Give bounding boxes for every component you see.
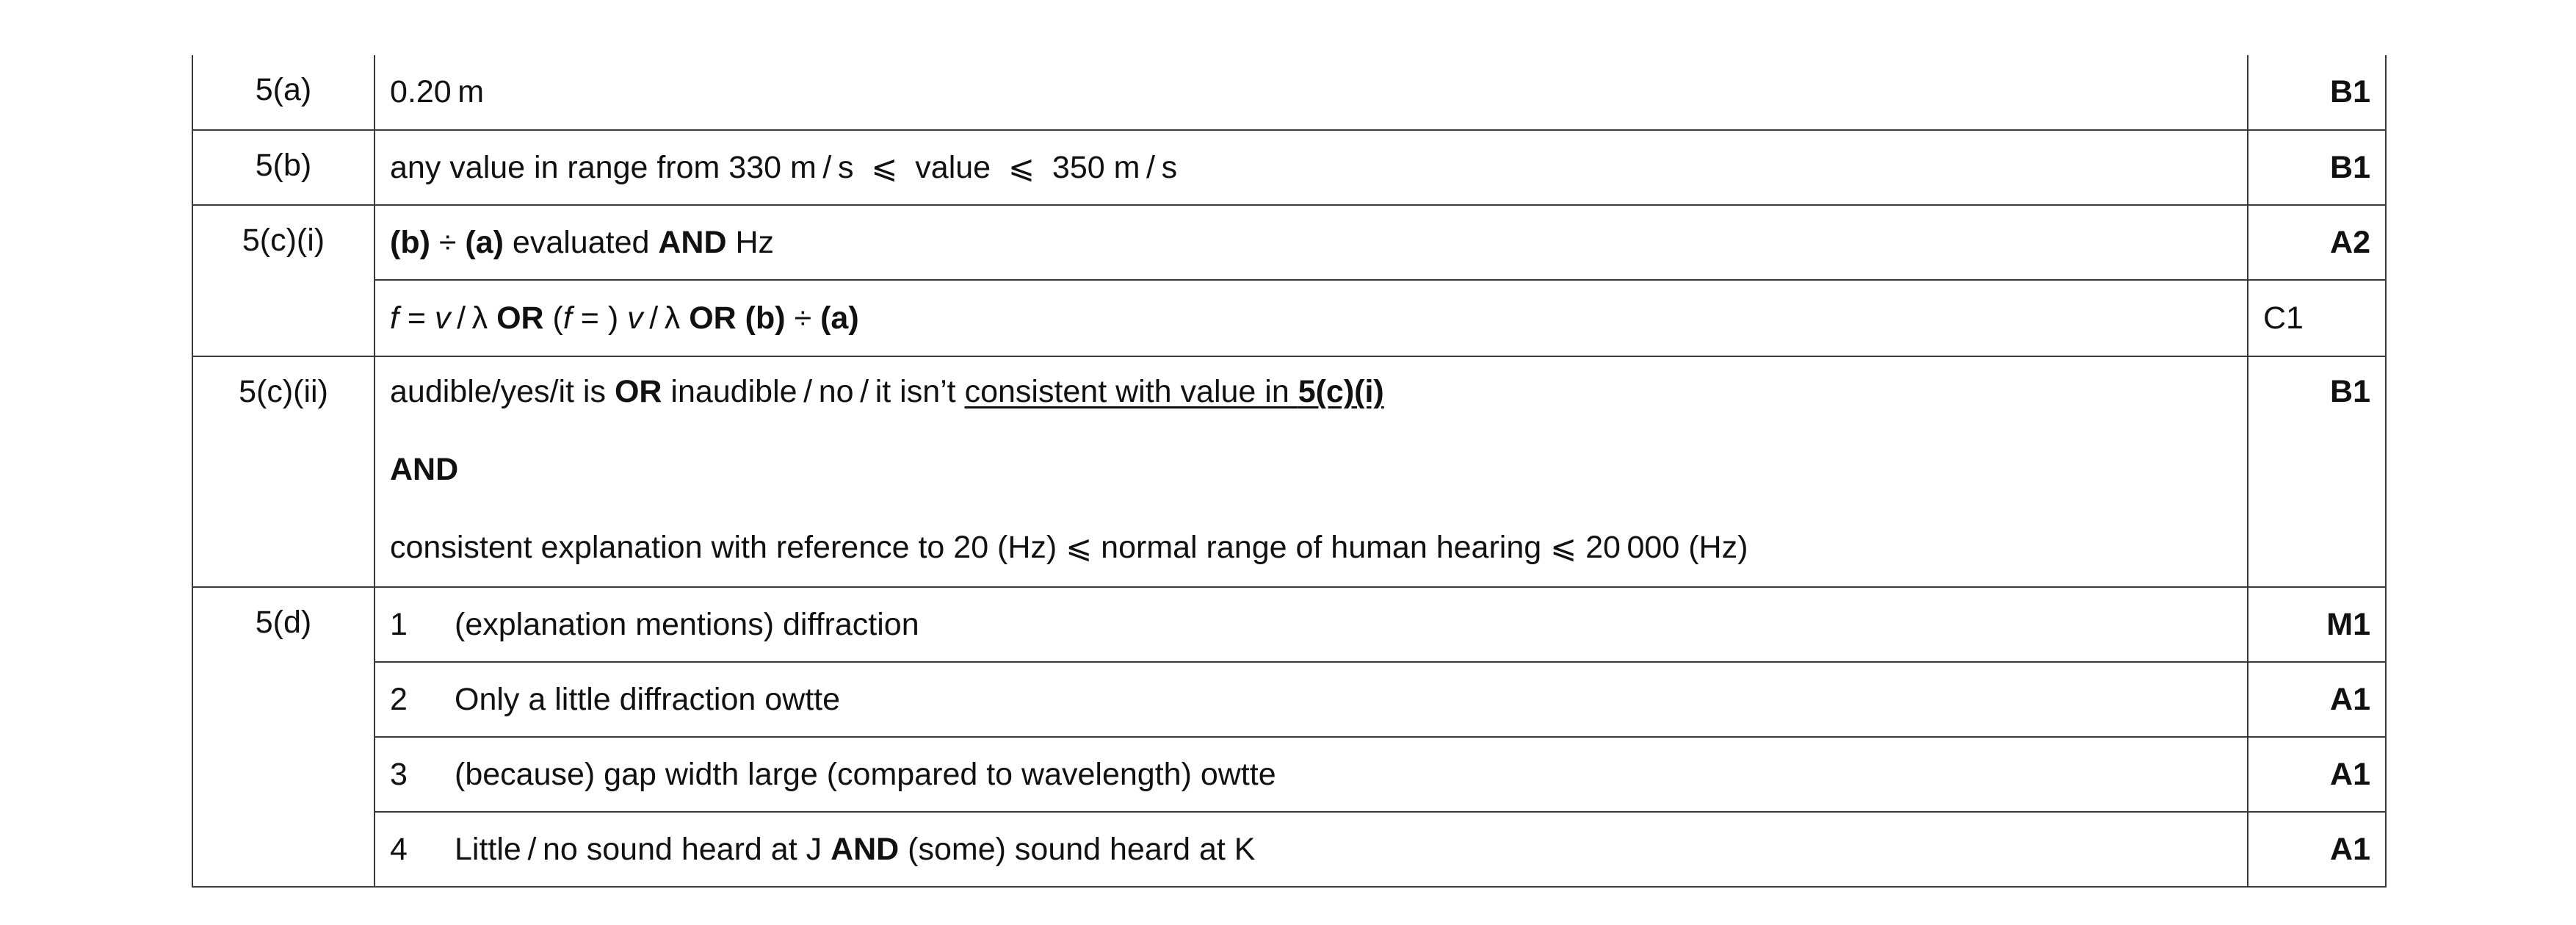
symbol-f: f	[562, 300, 572, 336]
divide-sign: ÷	[430, 224, 466, 260]
table-row	[192, 55, 2386, 130]
answer-lead: audible/yes/it is	[390, 374, 615, 409]
question-number: 5(c)(ii)	[192, 356, 375, 587]
answer-ref-a: (a)	[820, 300, 859, 336]
equals-sign: =	[398, 300, 435, 336]
table-row	[192, 130, 2386, 205]
answer-mid: inaudible / no / it isn’t	[662, 374, 965, 409]
part-reference: 5(c)(i)	[1298, 374, 1384, 409]
table-row	[192, 356, 2386, 587]
answer-ref-b: (b)	[390, 224, 430, 260]
open-paren: (	[543, 300, 563, 336]
or-keyword: OR	[689, 300, 737, 336]
question-number: 5(b)	[192, 130, 375, 205]
equals-close: = )	[571, 300, 628, 336]
answer-unit: Hz	[726, 224, 775, 260]
underlined-text: consistent with value in	[964, 374, 1298, 409]
mark-code: A1	[2248, 662, 2386, 737]
or-keyword: OR	[614, 374, 662, 409]
answer-ref-b: (b)	[736, 300, 786, 336]
symbol-f: f	[390, 300, 399, 336]
mark-scheme-table	[192, 55, 2387, 888]
table-row	[192, 587, 2386, 662]
item-tail: (some) sound heard at K	[899, 831, 1256, 867]
answer-text	[375, 812, 2248, 887]
or-keyword: OR	[496, 300, 544, 336]
item-text: (explanation mentions) diffraction	[455, 606, 919, 642]
answer-text	[375, 280, 2248, 356]
and-keyword: AND	[658, 224, 727, 260]
table-row	[192, 662, 2386, 737]
table-row	[192, 812, 2386, 887]
question-number: 5(a)	[192, 55, 375, 130]
table-row	[192, 737, 2386, 812]
answer-line: consistent explanation with reference to 20 (Hz) ⩽ normal range of human hearing ⩽ 20 000 (Hz)	[390, 530, 1748, 565]
mark-code: B1	[2248, 55, 2386, 130]
table-row	[192, 280, 2386, 356]
item-number: 2	[390, 681, 408, 717]
answer-text-mid: evaluated	[503, 224, 659, 260]
answer-text	[375, 356, 2248, 587]
and-keyword: AND	[831, 831, 900, 867]
symbol-v: v	[627, 300, 643, 336]
item-lead: Little / no sound heard at J	[455, 831, 831, 867]
underlined-condition	[965, 374, 1384, 409]
answer-text	[375, 737, 2248, 812]
answer-text	[375, 662, 2248, 737]
answer-ref-a: (a)	[465, 224, 504, 260]
item-number: 1	[390, 606, 408, 642]
table-row	[192, 205, 2386, 280]
answer-text: any value in range from 330 m / s ⩽ value ⩽ 350 m / s	[375, 130, 2248, 205]
item-number: 3	[390, 756, 408, 792]
question-number: 5(d)	[192, 587, 375, 887]
symbol-v: v	[434, 300, 451, 336]
answer-line	[390, 376, 2232, 408]
over-lambda: / λ	[450, 300, 497, 336]
divide-sign: ÷	[785, 300, 821, 336]
and-keyword: AND	[390, 452, 459, 487]
mark-code: M1	[2248, 587, 2386, 662]
over-lambda: / λ	[643, 300, 690, 336]
item-text: (because) gap width large (compared to wavelength) owtte	[455, 756, 1276, 792]
item-number: 4	[390, 831, 408, 867]
mark-code: C1	[2248, 280, 2386, 356]
answer-text	[375, 205, 2248, 280]
question-number: 5(c)(i)	[192, 205, 375, 356]
mark-code: B1	[2248, 356, 2386, 587]
mark-code: A1	[2248, 812, 2386, 887]
item-text: Only a little diffraction owtte	[455, 681, 841, 717]
mark-code: B1	[2248, 130, 2386, 205]
mark-code: A1	[2248, 737, 2386, 812]
mark-code: A2	[2248, 205, 2386, 280]
answer-text	[375, 587, 2248, 662]
answer-text: 0.20 m	[375, 55, 2248, 130]
answer-line	[390, 454, 2232, 486]
